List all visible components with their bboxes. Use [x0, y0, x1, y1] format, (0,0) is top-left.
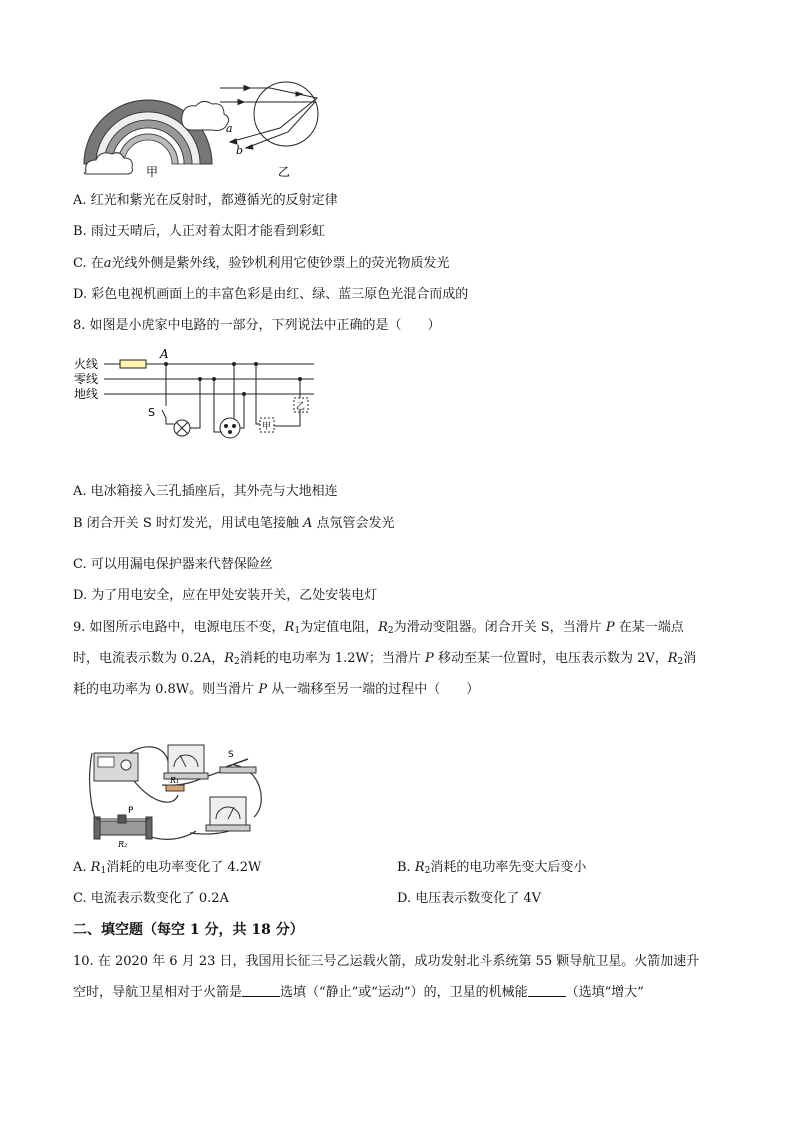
point-a-label: A: [160, 347, 169, 361]
q9-option-a-sub: 1: [100, 866, 107, 876]
q9-line-1: [73, 618, 684, 641]
live-wire-label: 火线: [74, 357, 99, 371]
q7-option-c-pre: C. 在: [73, 256, 104, 271]
q8-option-d: D. 为了用电安全，应在甲处安装开关，乙处安装电灯: [73, 588, 378, 603]
r2-fig-label: R₂: [118, 840, 128, 849]
r1-fig-label: R₁: [170, 776, 180, 785]
q9-r2-sub: 2: [387, 626, 394, 636]
ray-b-label: b: [236, 144, 244, 157]
q9-l2-r2-sub: 2: [234, 657, 240, 667]
q10-l2-b: 选填（“静止”或“运动”）的，卫星的机械能: [280, 985, 528, 1000]
box-yi-label: 乙: [296, 402, 306, 412]
q9-option-b-sub: 2: [424, 866, 431, 876]
q9-l2-d: 消: [683, 651, 697, 666]
rainbow-raindrop-figure: [74, 72, 334, 184]
switch-s-fig-label: S: [228, 750, 234, 760]
q9-option-a-r: R: [90, 860, 101, 875]
q9-l2-a: 时，电流表示数为 0.2A，: [73, 651, 225, 666]
q10-l2-c: （选填“增大”: [565, 985, 644, 1000]
fuse-icon: [120, 360, 146, 368]
q9-option-b-r: R: [414, 860, 425, 875]
q9-l1-a: 9. 如图所示电路中，电源电压不变，: [73, 620, 285, 635]
q9-p1: P: [605, 620, 615, 635]
q9-l3-a: 耗的电功率为 0.8W。则当滑片: [73, 682, 255, 697]
household-circuit-figure: [74, 346, 324, 446]
q9-line-3: [73, 680, 479, 700]
section-2-title: 二、填空题（每空 1 分，共 18 分）: [73, 922, 304, 938]
q9-l3-p: P: [258, 682, 268, 697]
voltmeter-icon: [206, 797, 250, 831]
q9-option-c: C. 电流表示数变化了 0.2A: [73, 891, 229, 906]
q8-option-b: [73, 514, 395, 534]
q10-line-2: [73, 983, 644, 1003]
q9-l2-c: 移动至某一位置时，电压表示数为 2V，: [437, 651, 668, 666]
q9-option-b-pre: B.: [397, 860, 411, 875]
raindrop-drawing: [220, 82, 318, 149]
q7-option-c-var: a: [103, 256, 112, 271]
q7-option-c: [73, 254, 450, 274]
q9-line-2: [73, 649, 696, 672]
ammeter-icon: [164, 745, 208, 779]
q7-option-d: D. 彩色电视机画面上的丰富色彩是由红、绿、蓝三原色光混合而成的: [73, 287, 469, 302]
q7-option-b: B. 雨过天晴后，人正对着太阳才能看到彩虹: [73, 224, 325, 239]
q8-option-a: A. 电冰箱接入三孔插座后，其外壳与大地相连: [73, 484, 338, 499]
q9-r1: R: [284, 620, 295, 635]
ray-a-label: a: [226, 122, 233, 135]
fig-yi-label: 乙: [278, 165, 291, 179]
slider-p-label: P: [128, 806, 134, 816]
q9-r1-sub: 1: [294, 626, 301, 636]
rainbow-drawing: [84, 100, 229, 174]
q9-l2-r2: R: [224, 651, 234, 666]
q9-r2: R: [378, 620, 388, 635]
q10-blank-1[interactable]: [242, 984, 280, 997]
q7-option-a: A. 红光和紫光在反射时，都遵循光的反射定律: [73, 193, 338, 208]
q9-option-a-pre: A.: [73, 860, 87, 875]
q8-option-c: C. 可以用漏电保护器来代替保险丝: [73, 557, 273, 572]
resistor-r1-icon: [166, 785, 184, 791]
q7-option-c-post: 光线外侧是紫外线，验钞机利用它使钞票上的荧光物质发光: [111, 256, 450, 271]
box-jia-label: 甲: [262, 422, 272, 432]
q9-l2-r2b-sub: 2: [677, 657, 684, 667]
q10-line-1: 10. 在 2020 年 6 月 23 日，我国用长征三号乙运载火箭，成功发射北斗系统第 55 颗导航卫星。火箭加速升: [73, 954, 700, 969]
q9-l1-c: 为滑动变阻器。闭合开关 S，当滑片: [393, 620, 602, 635]
q9-option-a-post: 消耗的电功率变化了 4.2W: [106, 860, 262, 875]
q9-option-b-post: 消耗的电功率先变大后变小: [430, 860, 587, 875]
q9-option-d: D. 电压表示数变化了 4V: [397, 891, 542, 906]
q8-option-b-post: 点氖管会发光: [316, 516, 395, 531]
experiment-circuit-figure: [84, 735, 274, 850]
q9-option-b: [397, 858, 586, 881]
q9-l2-r2b: R: [667, 651, 678, 666]
q10-blank-2[interactable]: [528, 984, 566, 997]
neutral-wire-label: 零线: [74, 372, 99, 386]
q9-l3-b: 从一端移至另一端的过程中（ ）: [271, 682, 480, 697]
ground-wire-label: 地线: [74, 387, 99, 401]
fig-jia-label: 甲: [146, 165, 159, 179]
switch-s-label: S: [148, 406, 155, 419]
power-supply-icon: [94, 753, 138, 781]
q8-stem: 8. 如图是小虎家中电路的一部分，下列说法中正确的是（ ）: [73, 318, 441, 333]
q8-option-b-pre: B 闭合开关 S 时灯发光，用试电笔接触: [73, 516, 299, 531]
rheostat-r2-icon: [94, 815, 152, 839]
q9-l2-p: P: [425, 651, 434, 666]
q9-l2-b: 消耗的电功率为 1.2W；当滑片: [239, 651, 421, 666]
q10-l2-a: 空时，导航卫星相对于火箭是: [73, 985, 243, 1000]
q9-l1-b: 为定值电阻，: [300, 620, 379, 635]
q9-option-a: [73, 858, 261, 881]
q8-option-b-var: A: [303, 516, 313, 531]
q9-l1-d: 在某一端点: [618, 620, 684, 635]
